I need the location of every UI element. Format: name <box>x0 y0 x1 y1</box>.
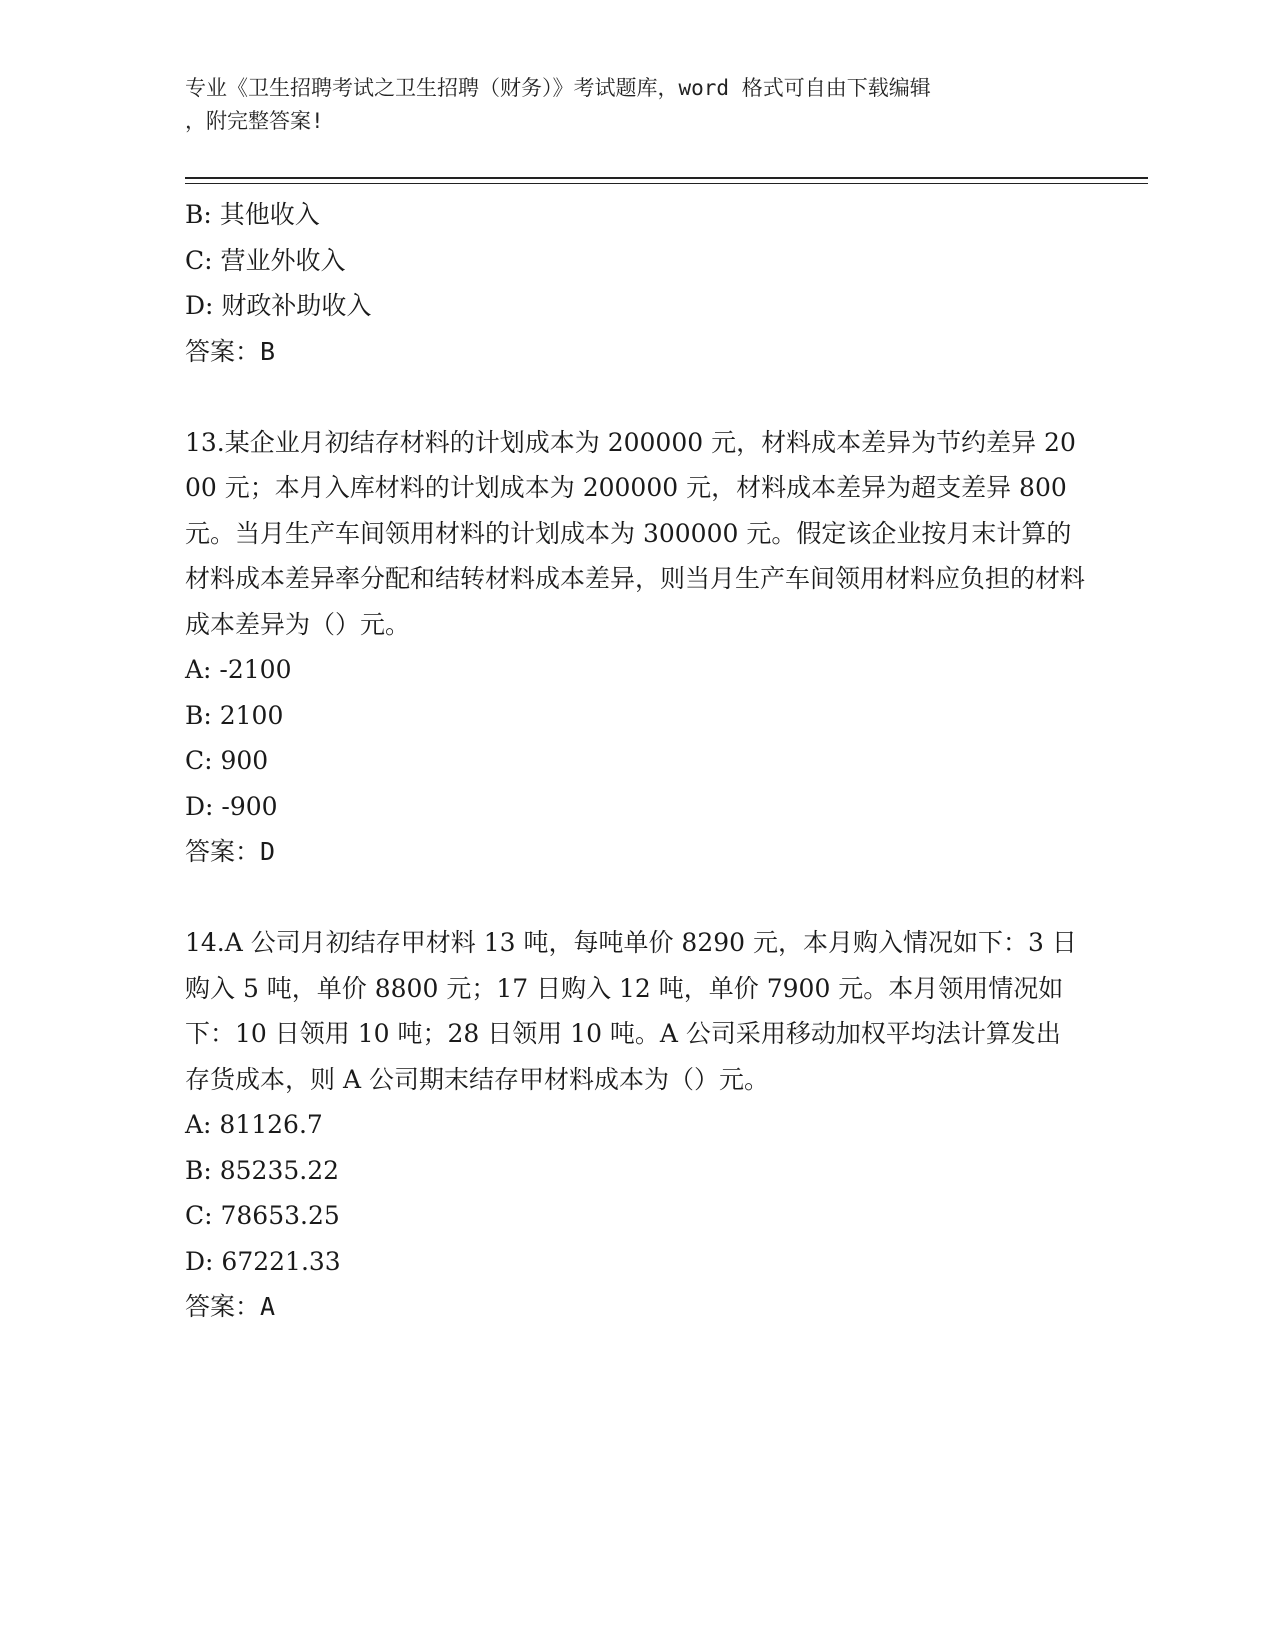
answer-line: 答案：A <box>185 1292 276 1321</box>
question-13 <box>185 420 1085 875</box>
option-d: D: 67221.33 <box>185 1246 341 1276</box>
option-b: B: 85235.22 <box>185 1155 340 1185</box>
question-stem: 14.A 公司月初结存甲材料 13 吨，每吨单价 8290 元，本月购入情况如下：3 日购入 5 吨，单价 8800 元；17 日购入 12 吨，单价 7900 元。本月领用情况如下：10 日领用 10 吨；28 日领用 10 吨。A 公司采用移动加权平均法计算发出存货成本，则 A 公司期末结存甲材料成本为（）元。 <box>185 928 1077 1094</box>
option-c: C: 900 <box>185 746 269 775</box>
question-content <box>185 192 1085 1330</box>
answer-line: 答案：D <box>185 837 276 866</box>
option-b: B: 2100 <box>185 700 284 730</box>
question-14 <box>185 920 1085 1330</box>
option-b: B: 其他收入 <box>185 200 320 229</box>
document-header <box>185 72 1065 138</box>
option-a: A: 81126.7 <box>185 1110 323 1139</box>
header-line-1: 专业《卫生招聘考试之卫生招聘（财务）》考试题库，word 格式可自由下载编辑 <box>185 76 931 100</box>
prev-question <box>185 192 1085 374</box>
spacer <box>185 374 1085 420</box>
question-stem: 13.某企业月初结存材料的计划成本为 200000 元，材料成本差异为节约差异 2000 元；本月入库材料的计划成本为 200000 元，材料成本差异为超支差异 800 元。当月生产车间领用材料的计划成本为 300000 元。假定该企业按月末计算的材料成本差异率分配和结转材料成本差异，则当月生产车间领用材料应负担的材料成本差异为（）元。 <box>185 427 1086 639</box>
option-d: D: -900 <box>185 791 278 821</box>
answer-line: 答案：B <box>185 336 276 366</box>
option-a: A: -2100 <box>185 655 292 684</box>
header-line-2: ，附完整答案! <box>185 109 324 133</box>
header-divider-thin <box>185 183 1148 184</box>
option-d: D: 财政补助收入 <box>185 291 372 320</box>
spacer <box>185 875 1085 921</box>
header-divider-thick <box>185 177 1148 179</box>
option-c: C: 78653.25 <box>185 1201 340 1230</box>
option-c: C: 营业外收入 <box>185 245 346 275</box>
